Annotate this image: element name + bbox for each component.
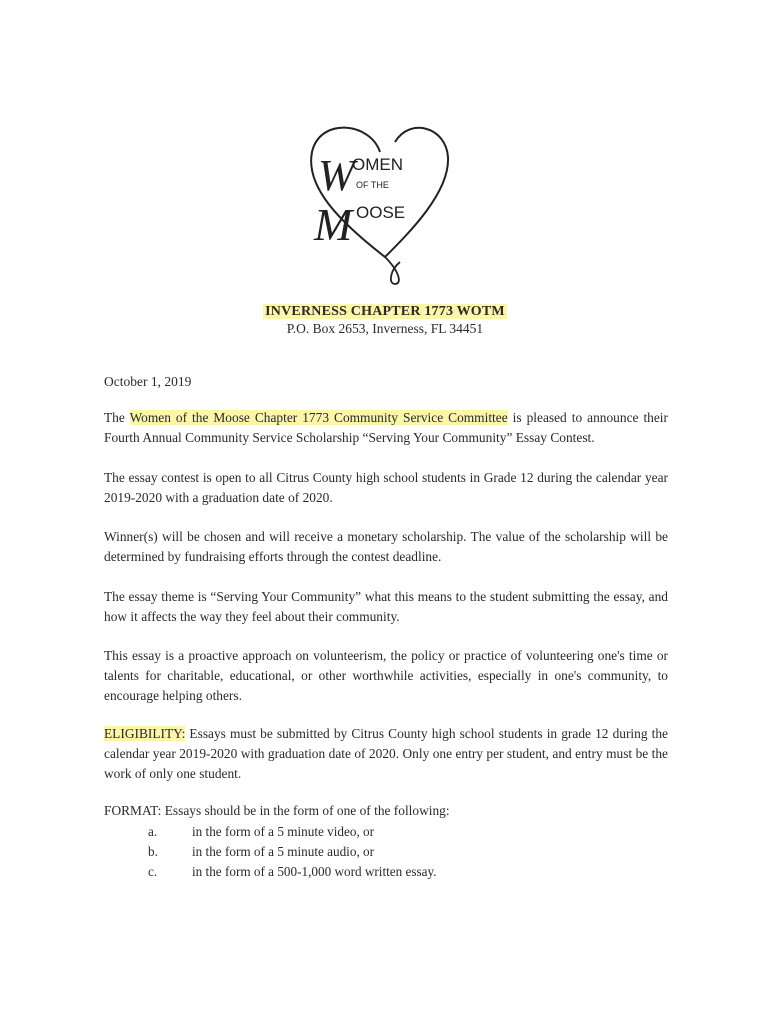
eligibility-label: ELIGIBILITY: <box>104 726 186 741</box>
p1-post: is pleased to announce their Fourth Annual Community Service Scholarship “Serving Your Community” Essay Contest. <box>104 410 668 445</box>
list-text: in the form of a 5 minute audio, or <box>192 844 375 859</box>
logo-omen-text: OMEN <box>352 155 403 174</box>
organization-name <box>0 304 770 320</box>
list-item <box>148 822 437 842</box>
organization-address: P.O. Box 2653, Inverness, FL 34451 <box>286 321 484 336</box>
eligibility-paragraph <box>104 724 668 784</box>
logo-of-the-text: OF THE <box>356 180 389 190</box>
letter-date: October 1, 2019 <box>104 374 192 389</box>
logo-oose-text: OOSE <box>356 203 406 222</box>
theme-paragraph: The essay theme is “Serving Your Community” what this means to the student submitting the essay, and how it affects the way they feel about their community. <box>104 589 668 624</box>
format-list <box>148 822 437 882</box>
list-marker: c. <box>148 864 158 879</box>
format-intro: FORMAT: Essays should be in the form of one of the following: <box>104 803 450 818</box>
volunteerism-paragraph: This essay is a proactive approach on volunteerism, the policy or practice of volunteering one's time or talents for charitable, educational, or other worthwhile activities, especially in one's community, to encourage helping others. <box>104 648 668 703</box>
scholarship-paragraph: Winner(s) will be chosen and will receive a monetary scholarship. The value of the scholarship will be determined by fundraising efforts through the contest deadline. <box>104 529 668 564</box>
list-item <box>148 862 437 882</box>
logo-w-letter: W <box>318 151 355 200</box>
list-item <box>148 842 437 862</box>
list-text: in the form of a 5 minute video, or <box>192 824 375 839</box>
women-of-the-moose-logo <box>300 112 460 287</box>
logo-m-letter: M <box>314 199 353 250</box>
heart-logo-icon <box>300 112 460 287</box>
eligibility-text: Essays must be submitted by Citrus County high school students in grade 12 during the calendar year 2019-2020 with graduation date of 2020. Only one entry per student, and entry must be the work of only one student. <box>104 726 668 781</box>
p1-pre: The <box>104 410 130 425</box>
list-text: in the form of a 500-1,000 word written essay. <box>192 864 437 879</box>
committee-highlight: Women of the Moose Chapter 1773 Community Service Committee <box>129 410 508 425</box>
announcement-paragraph <box>104 408 668 448</box>
list-marker: a. <box>148 824 158 839</box>
organization-name-text: INVERNESS CHAPTER 1773 WOTM <box>265 304 505 319</box>
eligibility-intro-paragraph: The essay contest is open to all Citrus County high school students in Grade 12 during the calendar year 2019-2020 with a graduation date of 2020. <box>104 470 668 505</box>
list-marker: b. <box>148 844 158 859</box>
